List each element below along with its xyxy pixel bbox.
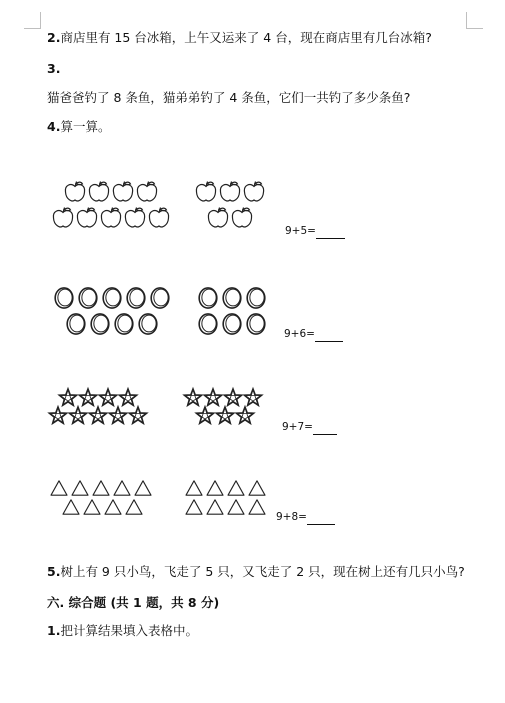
question-number: 1. (47, 623, 61, 638)
equation-expression: 9+6= (284, 328, 315, 340)
equation-expression: 9+5= (285, 225, 316, 237)
equation-4 (276, 510, 335, 525)
triangle-icon (84, 500, 100, 514)
equation-expression: 9+8= (276, 511, 307, 523)
triangle-icon (228, 481, 244, 495)
triangle-icon (105, 500, 121, 514)
triangle-icon (207, 481, 223, 495)
triangle-icon (51, 481, 67, 495)
equation-expression: 9+7= (282, 421, 313, 433)
section-6-title: 六. 综合题 (共 1 题，共 8 分) (47, 595, 220, 610)
question-6-1 (47, 623, 198, 639)
equation-1 (285, 224, 345, 239)
triangle-icon (114, 481, 130, 495)
question-text: 树上有 9 只小鸟，飞走了 5 只，又飞走了 2 只，现在树上还有几只小鸟? (60, 564, 465, 579)
triangle-icon (186, 500, 202, 514)
triangle-icon (207, 500, 223, 514)
question-number: 5. (47, 564, 61, 579)
question-5 (47, 564, 465, 580)
question-text: 算一算。 (60, 119, 111, 134)
triangle-icon (93, 481, 109, 495)
triangle-icon (249, 481, 265, 495)
triangle-icon (72, 481, 88, 495)
triangle-icon (135, 481, 151, 495)
question-3-number: 3. (47, 61, 61, 76)
triangle-icon (249, 500, 265, 514)
question-number: 4. (47, 119, 61, 134)
triangle-icon (63, 500, 79, 514)
equation-3 (282, 420, 337, 435)
question-text: 商店里有 15 台冰箱，上午又运来了 4 台，现在商店里有几台冰箱? (60, 30, 432, 45)
answer-blank[interactable] (313, 420, 337, 435)
question-number: 2. (47, 30, 61, 45)
answer-blank[interactable] (316, 224, 345, 239)
triangle-icon (126, 500, 142, 514)
question-text: 把计算结果填入表格中。 (60, 623, 198, 638)
triangle-icon (228, 500, 244, 514)
equation-2 (284, 327, 343, 342)
question-3-text: 猫爸爸钓了 8 条鱼，猫弟弟钓了 4 条鱼，它们一共钓了多少条鱼? (47, 90, 411, 105)
answer-blank[interactable] (315, 327, 343, 342)
answer-blank[interactable] (307, 510, 335, 525)
triangle-icon (186, 481, 202, 495)
